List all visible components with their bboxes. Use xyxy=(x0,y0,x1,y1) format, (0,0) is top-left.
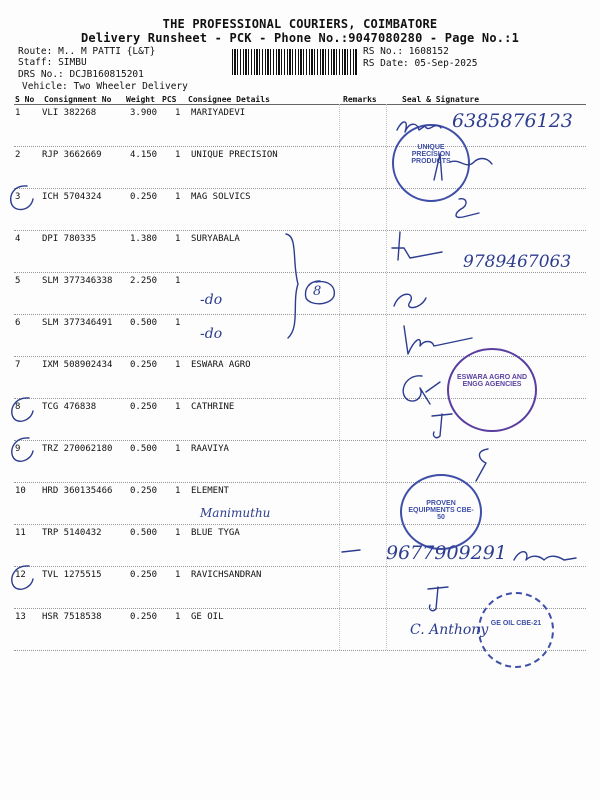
row11-dash-mark xyxy=(340,546,364,556)
rs-no-label: RS No.: xyxy=(363,46,404,57)
cell-sno: 7 xyxy=(15,360,21,370)
rs-no-value: 1608152 xyxy=(408,46,449,57)
cell-pcs: 1 xyxy=(175,402,181,412)
cell-pcs: 1 xyxy=(175,192,181,202)
table-row xyxy=(0,486,600,528)
stamp-text-unique-precision: UNIQUE PRECISION PRODUCTS xyxy=(411,144,451,165)
col-header-pcs: PCS xyxy=(162,95,177,104)
cell-pcs: 1 xyxy=(175,486,181,496)
row11-handwritten-phone: 9677909291 xyxy=(386,542,507,564)
cell-pcs: 1 xyxy=(175,276,181,286)
cell-consignment: HSR 7518538 xyxy=(42,612,102,622)
drs-label: DRS No.: xyxy=(18,69,64,80)
cell-weight: 0.500 xyxy=(130,528,158,538)
cell-sno: 5 xyxy=(15,276,21,286)
cell-pcs: 1 xyxy=(175,444,181,454)
cell-pcs: 1 xyxy=(175,528,181,538)
cell-weight: 0.250 xyxy=(130,486,158,496)
rs-date-value: 05-Sep-2025 xyxy=(414,58,478,69)
row8-circle-mark xyxy=(7,395,37,425)
col-header-consignee: Consignee Details xyxy=(188,95,270,104)
row11-signature xyxy=(510,546,580,570)
cell-weight: 1.380 xyxy=(130,234,158,244)
cell-sno: 9 xyxy=(15,444,21,454)
row13-handwritten-name: C. Anthony xyxy=(410,622,489,638)
cell-pcs: 1 xyxy=(175,234,181,244)
row-divider xyxy=(14,146,586,147)
row7-signature xyxy=(396,370,446,410)
route-label: Route: xyxy=(18,46,53,57)
cell-consignee: UNIQUE PRECISION xyxy=(191,150,278,160)
route-line xyxy=(18,46,155,57)
cell-consignee: SURYABALA xyxy=(191,234,240,244)
cell-consignment: TCG 476838 xyxy=(42,402,97,412)
cell-weight: 4.150 xyxy=(130,150,158,160)
cell-pcs: 1 xyxy=(175,318,181,328)
cell-consignee: BLUE TYGA xyxy=(191,528,240,538)
rs-no-line xyxy=(363,46,449,57)
route-value: M.. M PATTI {L&T} xyxy=(58,46,156,57)
cell-consignee: ELEMENT xyxy=(191,486,229,496)
cell-consignee: GE OIL xyxy=(191,612,224,622)
row1-signature xyxy=(395,112,455,142)
cell-weight: 0.250 xyxy=(130,360,158,370)
cell-weight: 0.250 xyxy=(130,612,158,622)
row5-ditto: -do xyxy=(200,292,223,308)
cell-weight: 0.250 xyxy=(130,570,158,580)
cell-consignee: ESWARA AGRO xyxy=(191,360,251,370)
cell-pcs: 1 xyxy=(175,360,181,370)
table-row xyxy=(0,150,600,192)
cell-consignment: IXM 508902434 xyxy=(42,360,113,370)
row1-handwritten-phone: 6385876123 xyxy=(452,110,573,132)
cell-sno: 2 xyxy=(15,150,21,160)
col-header-seal: Seal & Signature xyxy=(402,95,480,104)
col-header-sno: S No xyxy=(15,95,35,104)
seal-stamp-proven-equipments xyxy=(400,474,482,550)
cell-consignment: SLM 377346491 xyxy=(42,318,113,328)
col-header-weight: Weight xyxy=(126,95,155,104)
cell-sno: 6 xyxy=(15,318,21,328)
bracket-count-value: 8 xyxy=(313,284,322,299)
row5-signature xyxy=(390,288,430,314)
document-title: THE PROFESSIONAL COURIERS, COIMBATORE xyxy=(162,17,438,31)
row12-signature xyxy=(424,583,454,613)
cell-consignment: TRZ 270062180 xyxy=(42,444,113,454)
row6-signature xyxy=(398,320,478,360)
cell-sno: 4 xyxy=(15,234,21,244)
cell-consignment: HRD 360135466 xyxy=(42,486,113,496)
col-header-remarks: Remarks xyxy=(343,95,377,104)
seal-stamp-eswara-agro xyxy=(447,348,537,432)
cell-sno: 10 xyxy=(15,486,26,496)
row3-circle-mark xyxy=(7,183,37,213)
row3-signature xyxy=(445,195,485,223)
document-subtitle: Delivery Runsheet - PCK - Phone No.:9047080280 - Page No.:1 xyxy=(80,31,520,45)
cell-weight: 0.500 xyxy=(130,318,158,328)
cell-sno: 13 xyxy=(15,612,26,622)
staff-label: Staff: xyxy=(18,57,53,68)
rs-date-line xyxy=(363,58,477,69)
row-divider xyxy=(14,524,586,525)
row4-signature xyxy=(382,228,452,268)
cell-weight: 2.250 xyxy=(130,276,158,286)
cell-consignee: CATHRINE xyxy=(191,402,235,412)
cell-weight: 0.500 xyxy=(130,444,158,454)
table-row xyxy=(0,444,600,486)
staff-value: SIMBU xyxy=(58,57,87,68)
cell-consignment: VLI 382268 xyxy=(42,108,97,118)
cell-consignee: MAG SOLVICS xyxy=(191,192,251,202)
stamp-text-ge-oil: GE OIL CBE-21 xyxy=(490,620,542,627)
cell-pcs: 1 xyxy=(175,150,181,160)
col-header-consignment: Consignment No xyxy=(44,95,112,104)
row-divider xyxy=(14,440,586,441)
cell-consignment: TRP 5140432 xyxy=(42,528,102,538)
row8-signature xyxy=(428,410,458,440)
row4-handwritten-phone: 9789467063 xyxy=(463,252,572,272)
cell-weight: 0.250 xyxy=(130,402,158,412)
cell-sno: 1 xyxy=(15,108,21,118)
cell-consignment: TVL 1275515 xyxy=(42,570,102,580)
row10-handwritten-name: Manimuthu xyxy=(200,506,271,520)
cell-consignment: DPI 780335 xyxy=(42,234,97,244)
stamp-text-proven-equipments: PROVEN EQUIPMENTS CBE-50 xyxy=(408,500,474,521)
header-rule xyxy=(14,104,586,105)
bracket-mark xyxy=(284,232,304,342)
row12-circle-mark xyxy=(7,563,37,593)
table-row xyxy=(0,192,600,234)
stamp-text-eswara-agro: ESWARA AGRO AND ENGG AGENCIES xyxy=(457,374,527,388)
cell-consignment: RJP 3662669 xyxy=(42,150,102,160)
staff-line xyxy=(18,57,87,68)
cell-pcs: 1 xyxy=(175,108,181,118)
row6-ditto: -do xyxy=(200,326,223,342)
cell-pcs: 1 xyxy=(175,612,181,622)
cell-consignee: RAAVIYA xyxy=(191,444,229,454)
barcode xyxy=(232,49,358,75)
row-divider xyxy=(14,188,586,189)
row9-signature xyxy=(472,445,502,485)
cell-consignee: MARIYADEVI xyxy=(191,108,246,118)
vehicle-line: Vehicle: Two Wheeler Delivery xyxy=(22,81,188,92)
cell-consignment: SLM 377346338 xyxy=(42,276,113,286)
cell-weight: 3.900 xyxy=(130,108,158,118)
cell-weight: 0.250 xyxy=(130,192,158,202)
cell-sno: 11 xyxy=(15,528,26,538)
cell-pcs: 1 xyxy=(175,570,181,580)
cell-sno: 8 xyxy=(15,402,21,412)
seal-stamp-ge-oil xyxy=(478,592,554,668)
row2-signature xyxy=(430,150,500,185)
cell-sno: 3 xyxy=(15,192,21,202)
drs-value: DCJB160815201 xyxy=(69,69,144,80)
cell-consignee: RAVICHSANDRAN xyxy=(191,570,262,580)
drs-line xyxy=(18,69,144,80)
cell-consignment: ICH 5704324 xyxy=(42,192,102,202)
cell-sno: 12 xyxy=(15,570,26,580)
rs-date-label: RS Date: xyxy=(363,58,409,69)
row-divider xyxy=(14,566,586,567)
row-divider xyxy=(14,230,586,231)
row9-circle-mark xyxy=(7,435,37,465)
